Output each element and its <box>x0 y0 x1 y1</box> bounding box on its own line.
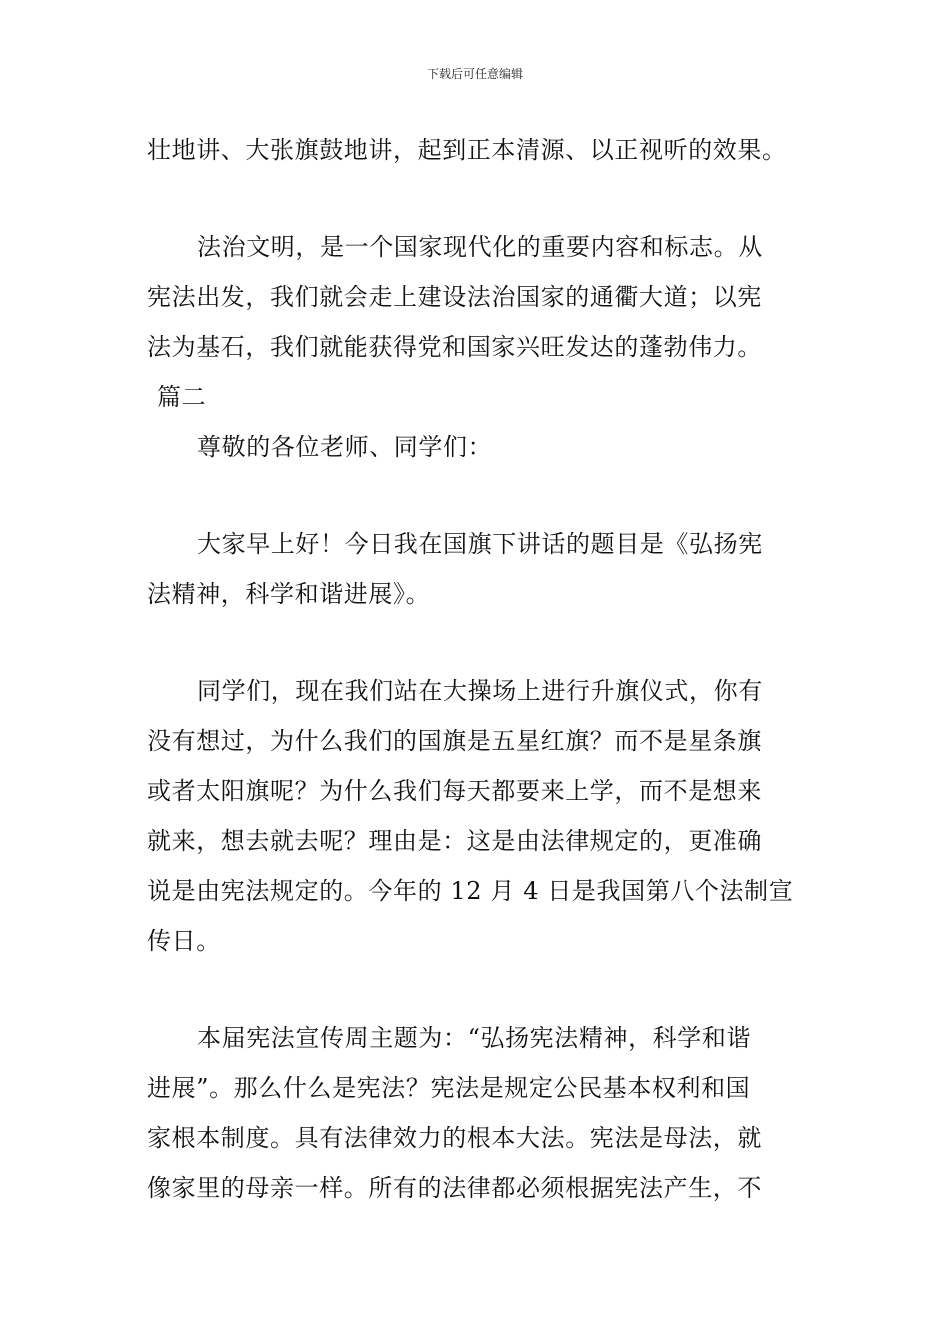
paragraph-line: 大家早上好！今日我在国旗下讲话的题目是《弘扬宪 <box>197 530 763 558</box>
paragraph-line: 法治文明，是一个国家现代化的重要内容和标志。从 <box>197 233 763 261</box>
paragraph-line: 法精神，科学和谐进展》。 <box>147 580 431 608</box>
paragraph-line: 像家里的母亲一样。所有的法律都必须根据宪法产生，不 <box>147 1174 762 1202</box>
paragraph-line: 没有想过，为什么我们的国旗是五星红旗？而不是星条旗 <box>147 727 762 755</box>
paragraph-line: 本届宪法宣传周主题为：“弘扬宪法精神，科学和谐 <box>197 1024 752 1052</box>
paragraph-gap <box>147 472 807 519</box>
paragraph-line: 传日。 <box>147 927 221 955</box>
salutation-line: 尊敬的各位老师、同学们： <box>197 433 493 461</box>
paragraph-line: 家根本制度。具有法律效力的根本大法。宪法是母法，就 <box>147 1124 762 1152</box>
paragraph-gap <box>147 175 807 222</box>
paragraph-line: 或者太阳旗呢？为什么我们每天都要来上学，而不是想来 <box>147 777 762 805</box>
paragraph-line: 同学们，现在我们站在大操场上进行升旗仪式，你有 <box>197 677 763 705</box>
page-header: 下载后可任意编辑 <box>426 67 523 81</box>
paragraph-line: 壮地讲、大张旗鼓地讲，起到正本清源、以正视听的效果。 <box>147 136 787 164</box>
document-body <box>147 125 807 1213</box>
paragraph-line: 就来，想去就去呢？理由是：这是由法律规定的，更准确 <box>147 827 762 855</box>
paragraph-line: 法为基石，我们就能获得党和国家兴旺发达的蓬勃伟力。 <box>147 333 762 361</box>
paragraph-line: 宪法出发，我们就会走上建设法治国家的通衢大道；以宪 <box>147 283 762 311</box>
section-heading: 篇二 <box>157 383 207 411</box>
paragraph-gap <box>147 966 807 1013</box>
paragraph-gap <box>147 619 807 666</box>
paragraph-line: 说是由宪法规定的。今年的 12 月 4 日是我国第八个法制宣 <box>147 877 794 905</box>
paragraph-line: 进展”。那么什么是宪法？宪法是规定公民基本权利和国 <box>147 1074 751 1102</box>
